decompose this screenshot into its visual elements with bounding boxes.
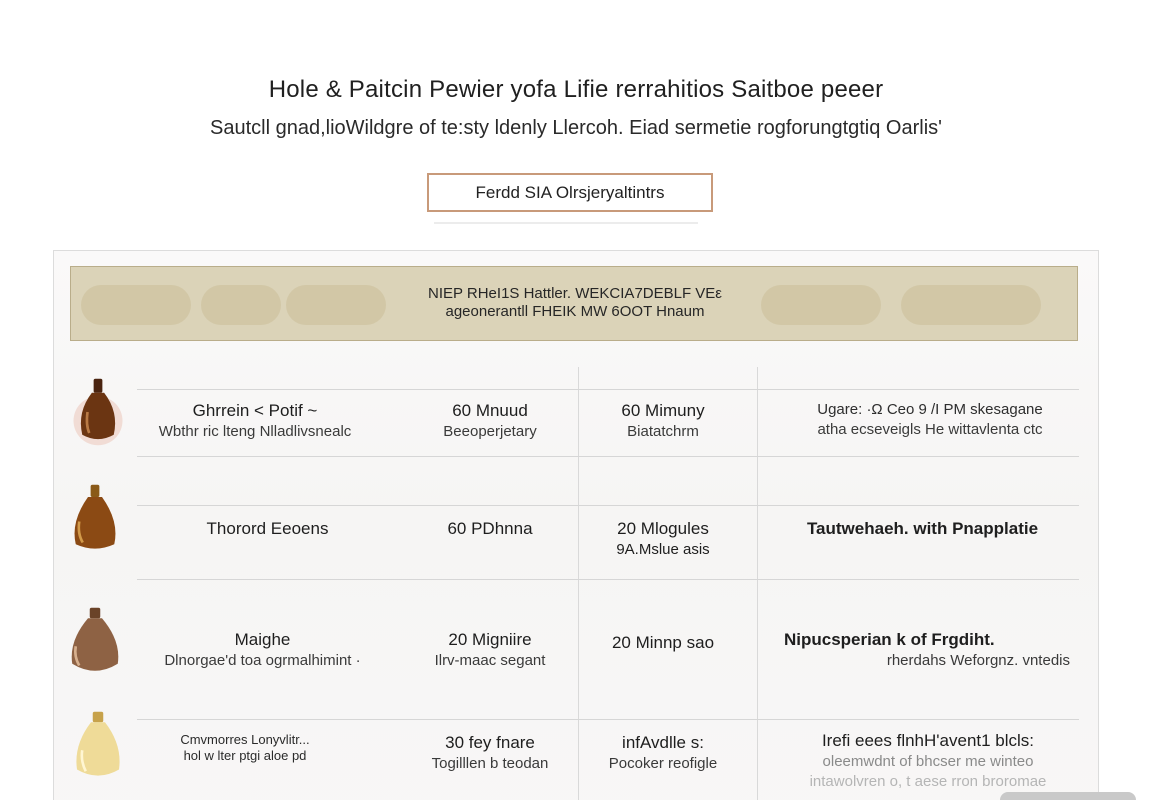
table-row-1-col4 — [780, 400, 1080, 440]
table-row-1-col3 — [578, 400, 748, 442]
cell-note: Beeoperjetary — [443, 423, 537, 440]
cell-note: atha ecseveigls He wittavlenta ctc — [817, 421, 1043, 438]
cell-value: 60 Mnuud — [452, 401, 528, 420]
table-row-4-col4 — [778, 730, 1078, 792]
cta-button[interactable] — [427, 173, 713, 212]
row-divider — [137, 719, 1079, 720]
table-row-2-col3 — [578, 518, 748, 560]
cell-value: 60 Mimuny — [621, 401, 705, 420]
product-description: Wbthr ric lteng Nlladlivsnealc — [158, 423, 352, 440]
banner-line-1: NIEP RHeI1S Hattler. WEKCIA7DEBLF VEε — [427, 285, 722, 302]
amber-bottle-icon — [66, 377, 130, 447]
product-description: hol w lter ptgi aloe pd — [183, 748, 307, 763]
product-name: Cmvmorres Lonyvlitr... — [180, 732, 310, 747]
amber-bottle-icon — [63, 483, 127, 553]
product-name: Ghrrein < Potif ~ — [192, 401, 318, 420]
table-row-3-col2 — [400, 629, 580, 671]
product-name: Thorord Eeoens — [206, 519, 329, 538]
table-row-2-product — [140, 518, 395, 540]
cell-note: rherdahs Weforgnz. vntedis — [886, 652, 1070, 669]
table-row-1-col2 — [400, 400, 580, 442]
product-name: Maighe — [234, 630, 291, 649]
scroll-indicator[interactable] — [1000, 792, 1136, 800]
table-row-3-col4 — [770, 629, 1070, 671]
banner-text — [71, 285, 1078, 321]
amber-bottle-icon — [63, 606, 127, 676]
table-row-2-col2 — [400, 518, 580, 540]
table-row-3-col3 — [578, 632, 748, 654]
cell-value: 20 Mlogules — [617, 519, 709, 538]
cell-value: Tautwehaeh. with Pnapplatie — [806, 519, 1039, 538]
row-divider — [137, 579, 1079, 580]
cell-note-faded: intawolvren o, t aese rron broromae — [809, 773, 1047, 790]
page-title: Hole & Paitcin Pewier yofa Lifie rerrahitios Saitboe peeer — [268, 76, 884, 103]
table-row-4-col2 — [400, 732, 580, 774]
table-row-1-product — [140, 400, 370, 442]
table-row-2-col4 — [775, 518, 1070, 540]
table-row-4-product — [140, 732, 350, 764]
cell-note: Biatatchrm — [627, 423, 699, 440]
page-subtitle: Sautcll gnad,lioWildgre of te:sty ldenly Llercoh. Eiad sermetie rogforungtgtiq Oarlis' — [210, 117, 942, 139]
table-row-4-col3 — [578, 732, 748, 774]
cell-value: Ugare: ·Ω Ceo 9 /I PM skesagane — [817, 401, 1043, 418]
cell-value: Nipucsperian k of Frgdiht. — [784, 630, 995, 649]
column-divider — [757, 367, 758, 800]
table-banner — [70, 266, 1078, 341]
cell-note: Ilrv-maac segant — [434, 652, 546, 669]
row-divider — [137, 389, 1079, 390]
table-row-3-product — [140, 629, 385, 671]
banner-line-2: ageonerantll FHEIK MW 6OOT Hnaum — [445, 303, 705, 320]
cell-note: Pocoker reofigle — [608, 755, 718, 772]
cell-value: 20 Migniire — [448, 630, 532, 649]
row-divider — [137, 505, 1079, 506]
cta-underline — [434, 222, 698, 224]
cell-value: 30 fey fnare — [445, 733, 535, 752]
cell-value: infAvdlle s: — [622, 733, 704, 752]
cell-value: Irefi eees flnhH'avent1 blcls: — [821, 731, 1035, 750]
cell-note: 9A.Mslue asis — [616, 541, 710, 558]
cta-button-label: Ferdd SIA Olrsjeryaltintrs — [475, 182, 665, 202]
cell-value: 60 PDhnna — [447, 519, 533, 538]
cell-value: 20 Minnp sao — [611, 633, 715, 652]
cell-note: oleemwdnt of bhcser me winteo — [822, 753, 1034, 770]
row-divider — [137, 456, 1079, 457]
product-description: Dlnorgae'd toa ogrmalhimint · — [164, 652, 361, 669]
gold-oil-bottle-icon — [66, 710, 130, 780]
cell-note: Togilllen b teodan — [431, 755, 549, 772]
